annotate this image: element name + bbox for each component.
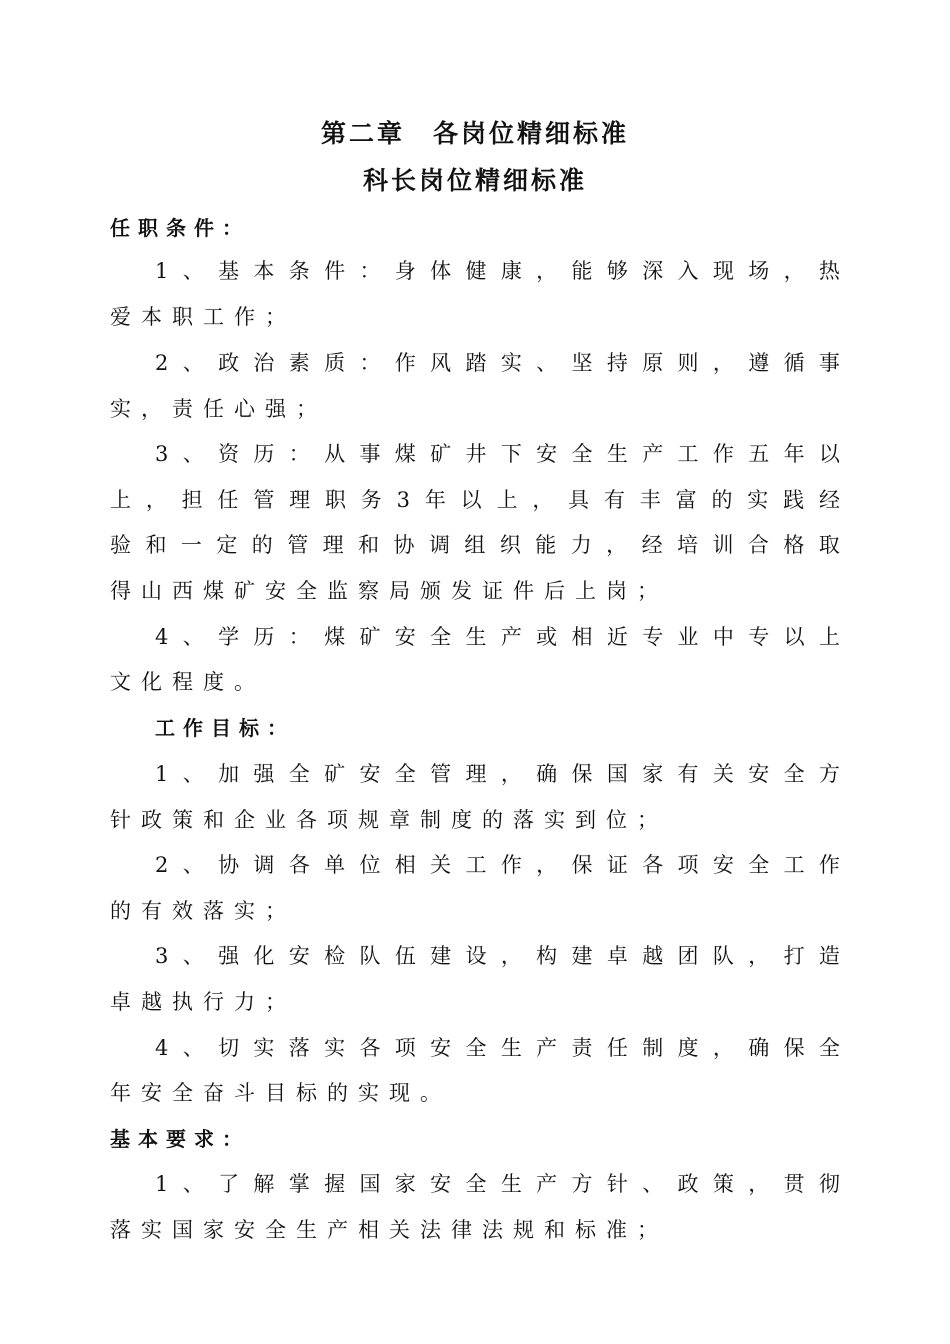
text-line: 的有效落实； (110, 899, 296, 923)
section-heading-requirements: 基本要求： (110, 1127, 250, 1151)
text-line: 针政策和企业各项规章制度的落实到位； (110, 808, 668, 832)
text-line: 2 、 政 治 素 质 ： 作 风 踏 实 、 坚 持 原 则 ， 遵 循 事 (155, 351, 840, 375)
text-line: 年安全奋斗目标的实现。 (110, 1081, 451, 1105)
text-line: 卓越执行力； (110, 990, 296, 1014)
text-line: 验 和 一 定 的 管 理 和 协 调 组 织 能 力 ， 经 培 训 合 格 取 (110, 533, 840, 557)
text-line: 爱本职工作； (110, 305, 296, 329)
text-line: 1 、 基 本 条 件 ： 身 体 健 康 ， 能 够 深 入 现 场 ， 热 (155, 259, 840, 283)
section-heading-qualifications: 任职条件： (110, 216, 250, 240)
section-heading-goals: 工作目标： (155, 716, 295, 740)
text-line: 4 、 学 历 ： 煤 矿 安 全 生 产 或 相 近 专 业 中 专 以 上 (155, 625, 840, 649)
position-title: 科长岗位精细标准 (362, 166, 587, 195)
text-line: 上 ， 担 任 管 理 职 务 3 年 以 上 ， 具 有 丰 富 的 实 践 经 (110, 488, 840, 512)
text-line: 3 、 资 历 ： 从 事 煤 矿 井 下 安 全 生 产 工 作 五 年 以 (155, 442, 840, 466)
text-line: 3 、 强 化 安 检 队 伍 建 设 ， 构 建 卓 越 团 队 ， 打 造 (155, 944, 840, 968)
text-line: 1 、 了 解 掌 握 国 家 安 全 生 产 方 针 、 政 策 ， 贯 彻 (155, 1172, 840, 1196)
text-line: 实，责任心强； (110, 397, 327, 421)
text-line: 1 、 加 强 全 矿 安 全 管 理 ， 确 保 国 家 有 关 安 全 方 (155, 762, 840, 786)
chapter-title: 第二章 各岗位精细标准 (320, 119, 629, 148)
text-line: 4 、 切 实 落 实 各 项 安 全 生 产 责 任 制 度 ， 确 保 全 (155, 1036, 840, 1060)
text-line: 得山西煤矿安全监察局颁发证件后上岗； (110, 579, 668, 603)
text-line: 文化程度。 (110, 670, 265, 694)
text-line: 落实国家安全生产相关法律法规和标准； (110, 1218, 668, 1242)
text-line: 2 、 协 调 各 单 位 相 关 工 作 ， 保 证 各 项 安 全 工 作 (155, 853, 840, 877)
